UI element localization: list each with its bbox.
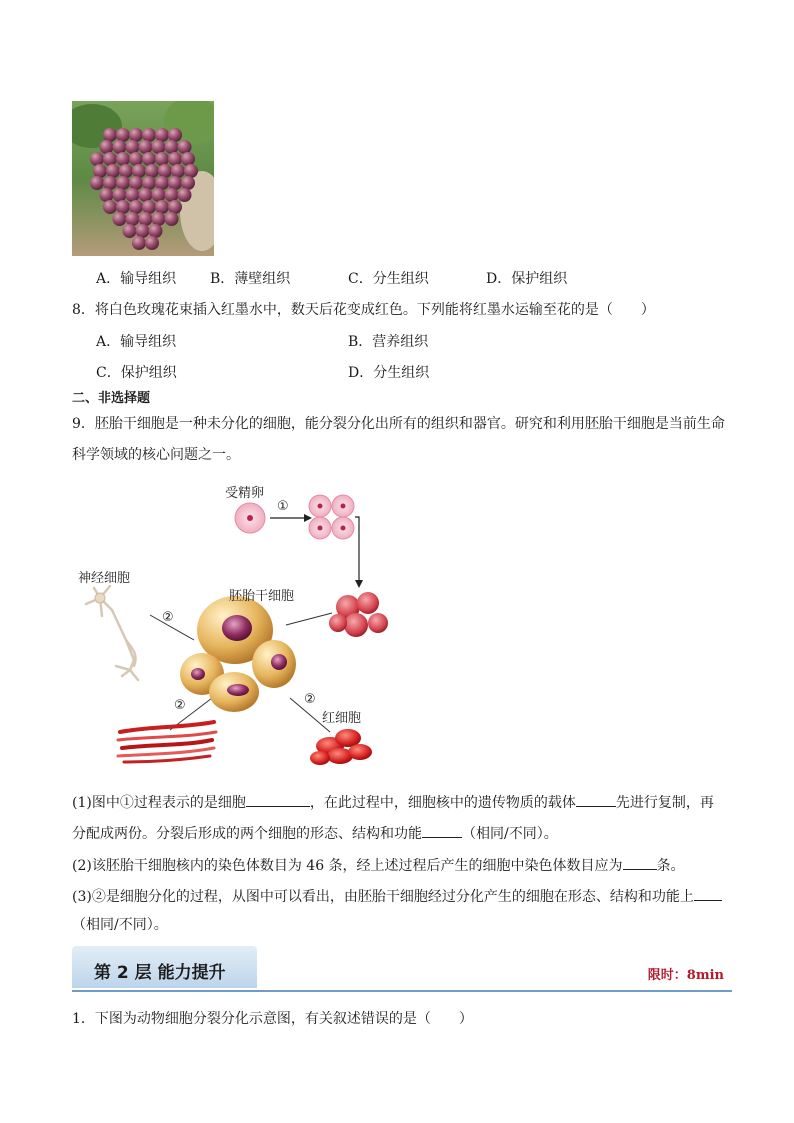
q9-stem-line1: 9．胚胎干细胞是一种未分化的细胞，能分裂分化出所有的组织和器官。研究和利用胚胎干细胞是当前生命 <box>72 416 725 432</box>
section-divider <box>72 990 732 992</box>
section-layer-title: 第 2 层 能力提升 <box>94 963 226 983</box>
q9-sub3-line2: （相同/不同）。 <box>72 917 168 933</box>
q7-option-d: D．保护组织 <box>486 271 568 287</box>
q7-option-c: C．分生组织 <box>348 271 429 287</box>
answer-blank[interactable] <box>623 855 657 870</box>
label-step-2-b: ② <box>174 698 186 713</box>
section-layer-header <box>72 946 257 988</box>
time-limit: 限时：8min <box>647 968 724 983</box>
label-red-cell: 红细胞 <box>322 711 362 726</box>
muscle-fibers <box>118 722 216 762</box>
q9-sub3-text-a: (3)②是细胞分化的过程，从图中可以看出，由胚胎干细胞经过分化产生的细胞在形态、结构和功能上 <box>72 889 694 905</box>
answer-blank[interactable] <box>422 823 462 838</box>
label-step-2-c: ② <box>304 692 316 707</box>
q9-sub1-line1 <box>72 792 714 812</box>
nerve-cell <box>86 586 138 680</box>
four-cell-stage <box>309 495 354 539</box>
q9-sub1-line2 <box>72 823 558 843</box>
q8-option-b: B．营养组织 <box>348 334 429 350</box>
red-blood-cells <box>310 729 372 765</box>
q9-sub1-text-c: 先进行复制，再 <box>615 795 714 811</box>
q9-sub2-text-b: 条。 <box>656 858 685 874</box>
q9-sub1-text-a: (1)图中①过程表示的是细胞 <box>72 795 246 811</box>
label-step-1: ① <box>277 499 289 514</box>
q1-stem: 1．下图为动物细胞分裂分化示意图，有关叙述错误的是（ ） <box>72 1011 473 1027</box>
label-stem-cell: 胚胎干细胞 <box>229 589 295 604</box>
stem-cell-diagram <box>72 470 412 780</box>
section-2-title: 二、非选择题 <box>72 391 151 406</box>
embryonic-stem-cells <box>180 596 296 712</box>
q7-option-b: B．薄壁组织 <box>210 271 291 287</box>
answer-blank[interactable] <box>246 792 310 807</box>
q8-stem: 8．将白色玫瑰花束插入红墨水中，数天后花变成红色。下列能将红墨水运输至花的是（ ） <box>72 302 655 318</box>
label-step-2-a: ② <box>162 610 174 625</box>
q8-option-d: D．分生组织 <box>348 365 430 381</box>
q8-option-c: C．保护组织 <box>96 365 177 381</box>
q9-sub1-text-e: （相同/不同）。 <box>462 826 558 842</box>
q8-option-a: A．输导组织 <box>96 334 177 350</box>
q9-sub3-line1 <box>72 886 722 906</box>
grape-photo <box>72 101 214 256</box>
answer-blank[interactable] <box>576 792 616 807</box>
q9-sub1-text-b: ，在此过程中，细胞核中的遗传物质的载体 <box>309 795 576 811</box>
label-fertilized-egg: 受精卵 <box>225 486 265 501</box>
q7-option-a: A．输导组织 <box>96 271 177 287</box>
label-nerve-cell: 神经细胞 <box>78 571 131 586</box>
q9-sub1-text-d: 分配成两份。分裂后形成的两个细胞的形态、结构和功能 <box>72 826 422 842</box>
answer-blank[interactable] <box>694 886 722 901</box>
cell-cluster <box>329 592 388 637</box>
q9-sub2-text-a: (2)该胚胎干细胞核内的染色体数目为 46 条，经上述过程后产生的细胞中染色体数目应为 <box>72 858 623 874</box>
q9-stem-line2: 科学领域的核心问题之一。 <box>72 447 240 463</box>
q9-sub2 <box>72 855 685 875</box>
